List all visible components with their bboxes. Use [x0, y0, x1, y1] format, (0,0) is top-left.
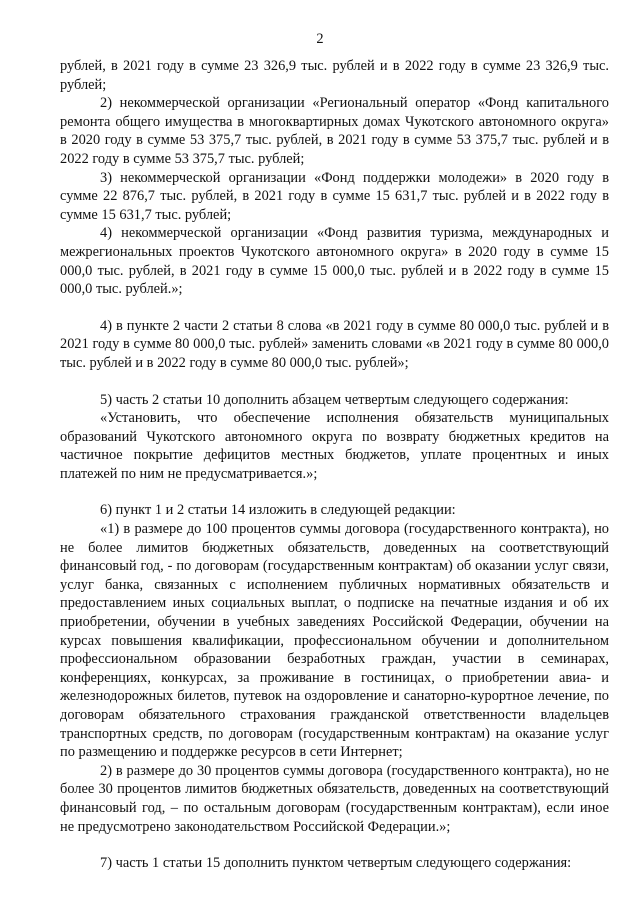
paragraph-amendment-7: 7) часть 1 статьи 15 дополнить пунктом четвертым следующего содержания: [100, 855, 572, 872]
paragraph-continuation: рублей, в 2021 году в сумме 23 326,9 тыс. рублей и в 2022 году в сумме 23 326,9 тыс. рублей; [60, 58, 609, 93]
paragraph-amendment-6-item-1: «1) в размере до 100 процентов суммы договора (государственного контракта), но не более лимитов бюджетных обязательств, доведенных на соответствующий финансовый год, - по договорам (государственным контрактам) об оказании услуг связи, услуг банка, связанных с исполнением публичных нормативных обязательств и предоставлением иных социальных выплат, о подписке на печатные издания и об их приобретении, обучении в учебных заведениях Российской Федерации, обучении на курсах повышения квалификации, профессиональном обучении и дополнительном профессиональном образовании безработных граждан, участии в семинарах, конференциях, конкурсах, за проживание в гостиницах, о приобретении авиа- и железнодорожных билетов, путевок на оздоровление и санаторно-курортное лечение, по договорам обязательного страхования гражданской ответственности владельцев транспортных средств, по договорам (государственным контрактам) на оказание услуг по размещению и поддержке ресурсов в сети Интернет; [60, 521, 609, 761]
paragraph-item-2: 2) некоммерческой организации «Региональный оператор «Фонд капитального ремонта общего имущества в многоквартирных домах Чукотского автономного округа» в 2020 году в сумме 53 375,7 тыс. рублей, в 2021 году в сумме 53 375,7 тыс. рублей и в 2022 году в сумме 53 375,7 тыс. рублей; [60, 95, 609, 167]
paragraph-amendment-4: 4) в пункте 2 части 2 статьи 8 слова «в 2021 году в сумме 80 000,0 тыс. рублей и в 2021 году в сумме 80 000,0 тыс. рублей» заменить словами «в 2021 году в сумме 80 000,0 тыс. рублей и в 2022 году в сумме 80 000,0 тыс. рублей»; [60, 317, 609, 371]
paragraph-item-3: 3) некоммерческой организации «Фонд поддержки молодежи» в 2020 году в сумме 22 876,7 тыс. рублей, в 2021 году в сумме 15 631,7 тыс. рублей и в 2022 году в сумме 15 631,7 тыс. рублей; [60, 169, 609, 223]
paragraph-amendment-5: 5) часть 2 статьи 10 дополнить абзацем четвертым следующего содержания: [100, 391, 569, 408]
paragraph-amendment-5-text: «Установить, что обеспечение исполнения обязательств муниципальных образований Чукотского автономного округа по возврату бюджетных кредитов на частичное покрытие дефицитов местных бюджетов, уплате процентных и иных платежей по ним не предусматривается.»; [60, 410, 609, 482]
paragraph-amendment-6: 6) пункт 1 и 2 статьи 14 изложить в следующей редакции: [100, 502, 456, 519]
paragraph-amendment-6-item-2: 2) в размере до 30 процентов суммы договора (государственного контракта), но не более 30 процентов лимитов бюджетных обязательств, доведенных на соответствующий финансовый год, – по остальным договорам (государственным контрактам), если иное не предусмотрено законодательством Российской Федерации.»; [60, 762, 609, 835]
paragraph-item-4: 4) некоммерческой организации «Фонд развития туризма, международных и межрегиональных проектов Чукотского автономного округа» в 2020 году в сумме 15 000,0 тыс. рублей, в 2021 году в сумме 15 000,0 тыс. рублей и в 2022 году в сумме 15 000,0 тыс. рублей.»; [60, 225, 609, 298]
page-number: 2 [316, 31, 324, 47]
document-body [60, 57, 609, 873]
